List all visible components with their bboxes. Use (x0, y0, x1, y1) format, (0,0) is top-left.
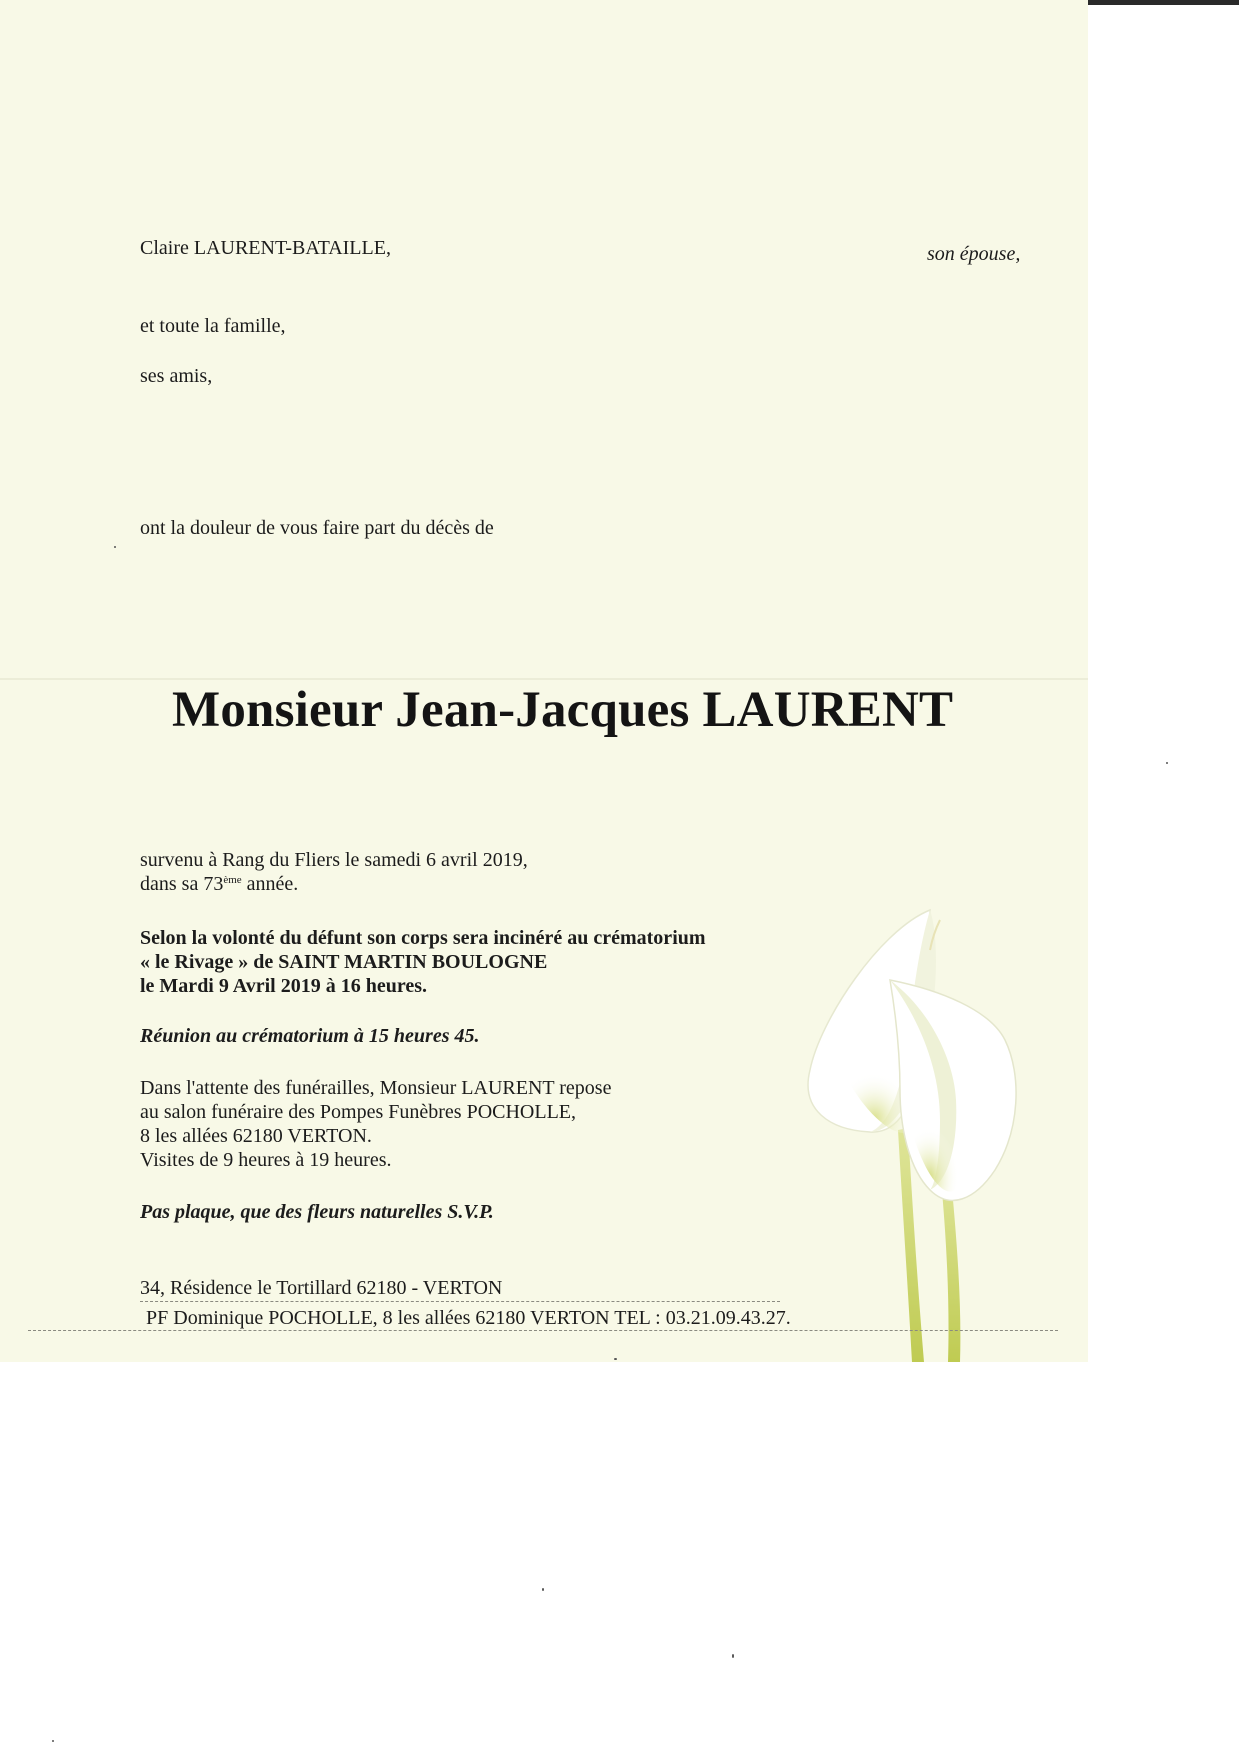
flowers-note: Pas plaque, que des fleurs naturelles S.V.P. (140, 1201, 494, 1223)
deceased-name: Monsieur Jean-Jacques LAURENT (172, 682, 954, 738)
rest-line-1: Dans l'attente des funérailles, Monsieur LAURENT repose (140, 1077, 612, 1099)
family-line: et toute la famille, (140, 315, 286, 337)
scan-speck (1166, 762, 1168, 764)
announcement-line: ont la douleur de vous faire part du décès de (140, 517, 494, 539)
death-line: survenu à Rang du Fliers le samedi 6 avril 2019, (140, 849, 528, 871)
spouse-relation: son épouse, (927, 243, 1021, 265)
scan-top-edge-dark (1086, 0, 1239, 5)
funeral-home-line: PF Dominique POCHOLLE, 8 les allées 62180 VERTON TEL : 03.21.09.43.27. (146, 1307, 791, 1329)
spouse-name: Claire LAURENT-BATAILLE, (140, 237, 391, 259)
age-superscript: ème (223, 874, 242, 886)
rest-line-3: 8 les allées 62180 VERTON. (140, 1125, 372, 1147)
age-suffix: année. (241, 873, 299, 895)
friends-line: ses amis, (140, 365, 213, 387)
cremation-line-3: le Mardi 9 Avril 2019 à 16 heures. (140, 975, 428, 997)
age-line (140, 872, 298, 896)
rest-line-2: au salon funéraire des Pompes Funèbres POCHOLLE, (140, 1101, 577, 1123)
scan-speck (52, 1740, 54, 1742)
scan-speck (542, 1588, 544, 1591)
rest-line-4: Visites de 9 heures à 19 heures. (140, 1149, 392, 1171)
scan-speck (114, 546, 116, 548)
cremation-line-1: Selon la volonté du défunt son corps sera incinéré au crématorium (140, 927, 706, 949)
cremation-line-2: « le Rivage » de SAINT MARTIN BOULOGNE (140, 951, 548, 973)
calla-lily-icon (790, 870, 1080, 1362)
meeting-line: Réunion au crématorium à 15 heures 45. (140, 1025, 480, 1047)
address-rule (140, 1301, 780, 1302)
footer-rule (28, 1330, 1058, 1331)
scan-speck (732, 1654, 734, 1658)
scan-speck (614, 1358, 617, 1360)
age-prefix: dans sa 73 (140, 873, 224, 895)
family-address: 34, Résidence le Tortillard 62180 - VERTON (140, 1277, 503, 1299)
